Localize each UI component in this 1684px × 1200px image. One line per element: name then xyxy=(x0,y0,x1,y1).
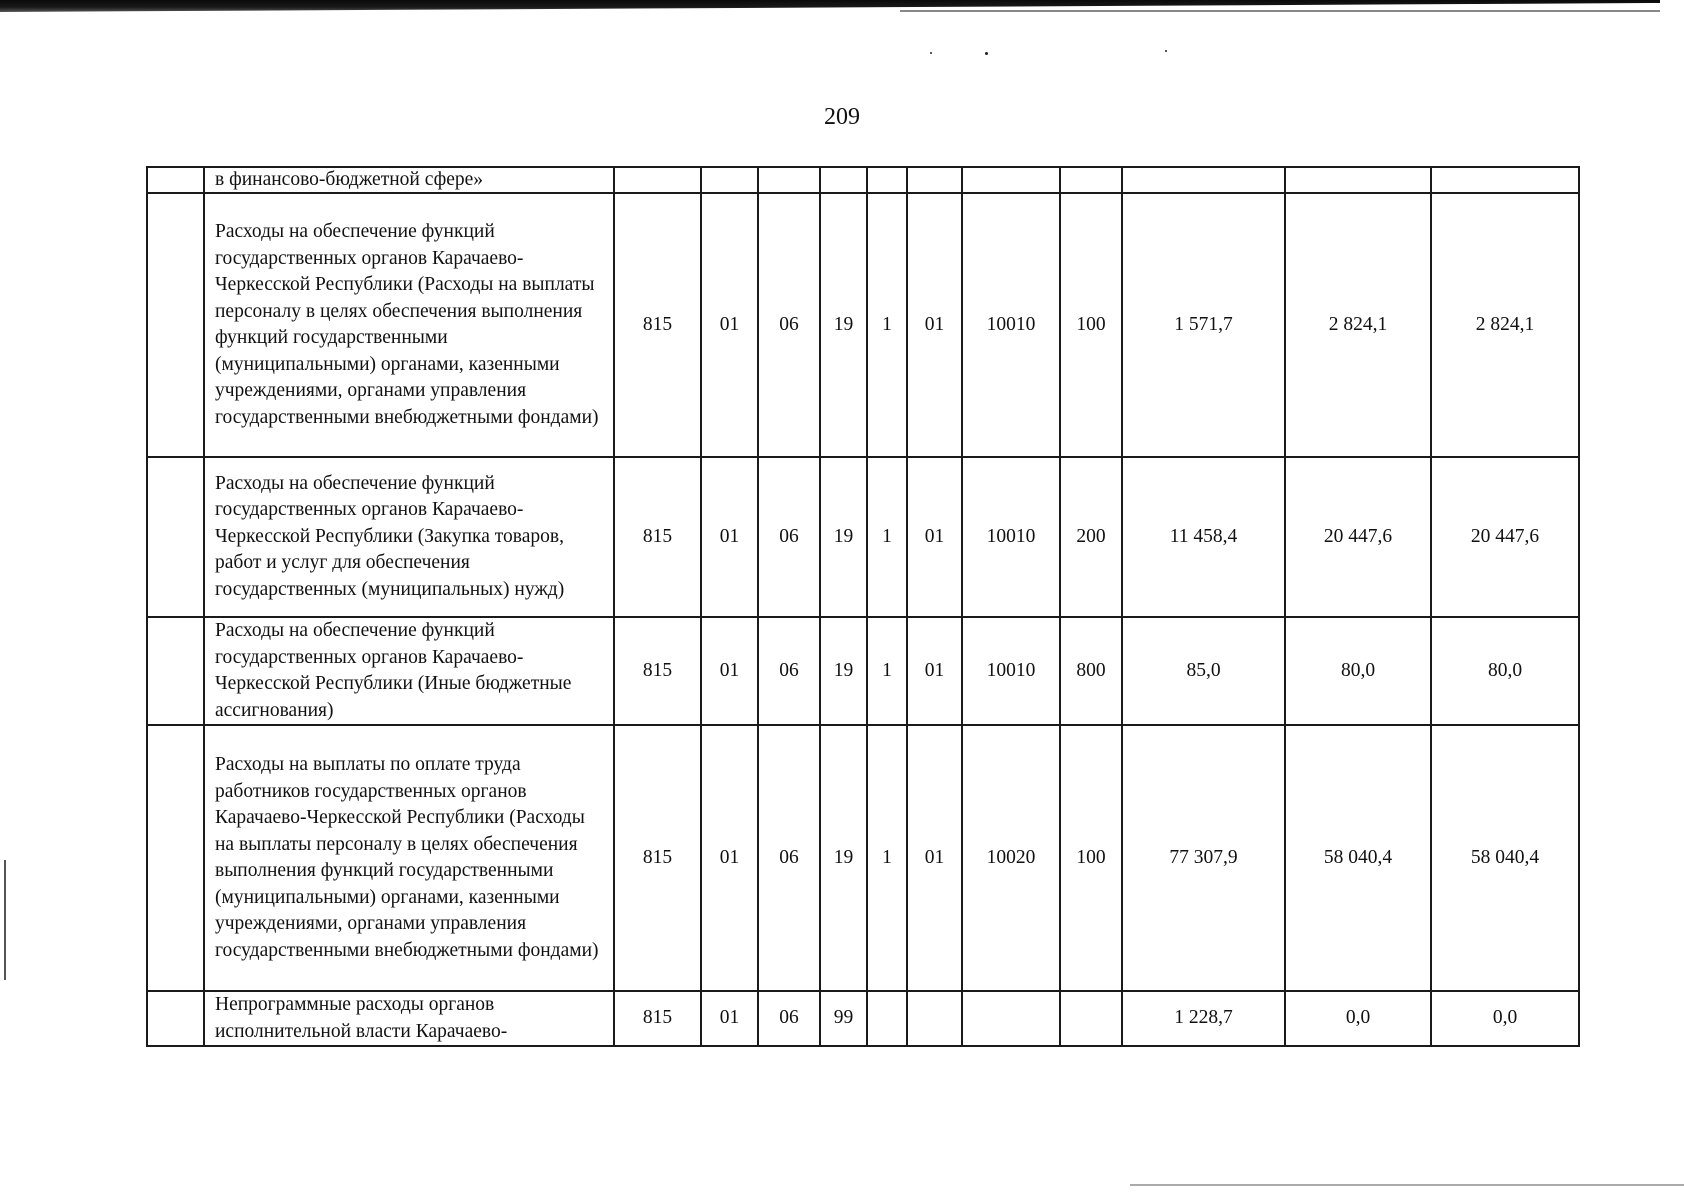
cell-csr-event: 01 xyxy=(907,457,962,617)
cell-sum-year2: 58 040,4 xyxy=(1285,725,1431,991)
cell-vr xyxy=(1060,991,1122,1046)
cell-pr: 06 xyxy=(758,193,820,457)
scan-top-edge-line xyxy=(900,10,1660,12)
cell-csr-program: 99 xyxy=(820,991,867,1046)
cell-csr-subprogram xyxy=(867,167,907,193)
cell-pr xyxy=(758,167,820,193)
cell-description: Расходы на обеспечение функций государственных органов Карачаево-Черкесской Республики (Расходы на выплаты персоналу в целях обеспечения выполнения функций государственными (муниципальными) органами, казенными учреждениями, органами управления государственными внебюджетными фондами) xyxy=(204,193,614,457)
cell-csr-subprogram: 1 xyxy=(867,725,907,991)
cell-gr xyxy=(614,167,701,193)
cell-sum-year3: 20 447,6 xyxy=(1431,457,1579,617)
cell-csr-program: 19 xyxy=(820,725,867,991)
cell-sum-year3: 2 824,1 xyxy=(1431,193,1579,457)
cell-gr: 815 xyxy=(614,725,701,991)
cell-description: в финансово-бюджетной сфере» xyxy=(204,167,614,193)
cell-vr xyxy=(1060,167,1122,193)
cell-sum-year2: 0,0 xyxy=(1285,991,1431,1046)
table-row xyxy=(147,725,1579,991)
cell-csr-subprogram xyxy=(867,991,907,1046)
cell-rz: 01 xyxy=(701,991,758,1046)
cell-description: Расходы на обеспечение функций государственных органов Карачаево-Черкесской Республики (Закупка товаров, работ и услуг для обеспечения государственных (муниципальных) нужд) xyxy=(204,457,614,617)
cell-csr-program: 19 xyxy=(820,193,867,457)
cell-vr: 100 xyxy=(1060,725,1122,991)
scan-speck xyxy=(930,52,932,54)
cell-rz: 01 xyxy=(701,457,758,617)
cell-sum-year1 xyxy=(1122,167,1285,193)
cell-number xyxy=(147,991,204,1046)
cell-gr: 815 xyxy=(614,617,701,725)
cell-csr-event: 01 xyxy=(907,617,962,725)
table-row xyxy=(147,193,1579,457)
cell-sum-year1: 1 571,7 xyxy=(1122,193,1285,457)
scan-bottom-edge xyxy=(1130,1184,1684,1186)
cell-number xyxy=(147,167,204,193)
cell-pr: 06 xyxy=(758,991,820,1046)
cell-csr-subprogram: 1 xyxy=(867,617,907,725)
cell-csr-program xyxy=(820,167,867,193)
cell-description: Непрограммные расходы органов исполнительной власти Карачаево- xyxy=(204,991,614,1046)
cell-csr-event: 01 xyxy=(907,193,962,457)
cell-pr: 06 xyxy=(758,617,820,725)
cell-csr-direction: 10010 xyxy=(962,457,1060,617)
cell-csr-direction xyxy=(962,991,1060,1046)
cell-number xyxy=(147,725,204,991)
cell-sum-year2: 20 447,6 xyxy=(1285,457,1431,617)
cell-sum-year2 xyxy=(1285,167,1431,193)
scan-edge-mark xyxy=(4,860,6,980)
cell-gr: 815 xyxy=(614,991,701,1046)
cell-description: Расходы на обеспечение функций государственных органов Карачаево-Черкесской Республики (Иные бюджетные ассигнования) xyxy=(204,617,614,725)
cell-sum-year3: 80,0 xyxy=(1431,617,1579,725)
cell-csr-event: 01 xyxy=(907,725,962,991)
cell-pr: 06 xyxy=(758,725,820,991)
cell-csr-direction xyxy=(962,167,1060,193)
cell-vr: 200 xyxy=(1060,457,1122,617)
cell-sum-year1: 11 458,4 xyxy=(1122,457,1285,617)
cell-vr: 100 xyxy=(1060,193,1122,457)
cell-sum-year3: 58 040,4 xyxy=(1431,725,1579,991)
table-row xyxy=(147,167,1579,193)
table-row xyxy=(147,457,1579,617)
cell-sum-year3: 0,0 xyxy=(1431,991,1579,1046)
cell-csr-subprogram: 1 xyxy=(867,193,907,457)
cell-gr: 815 xyxy=(614,457,701,617)
cell-number xyxy=(147,457,204,617)
table-row xyxy=(147,991,1579,1046)
cell-csr-event xyxy=(907,167,962,193)
cell-csr-event xyxy=(907,991,962,1046)
cell-rz: 01 xyxy=(701,193,758,457)
cell-vr: 800 xyxy=(1060,617,1122,725)
cell-rz: 01 xyxy=(701,617,758,725)
scan-speck xyxy=(985,52,988,55)
scan-speck xyxy=(1165,50,1167,52)
page-number: 209 xyxy=(824,104,860,130)
cell-pr: 06 xyxy=(758,457,820,617)
cell-rz xyxy=(701,167,758,193)
cell-rz: 01 xyxy=(701,725,758,991)
cell-csr-direction: 10020 xyxy=(962,725,1060,991)
cell-sum-year2: 2 824,1 xyxy=(1285,193,1431,457)
cell-number xyxy=(147,193,204,457)
cell-gr: 815 xyxy=(614,193,701,457)
cell-csr-subprogram: 1 xyxy=(867,457,907,617)
cell-sum-year1: 1 228,7 xyxy=(1122,991,1285,1046)
cell-sum-year2: 80,0 xyxy=(1285,617,1431,725)
table-row xyxy=(147,617,1579,725)
cell-number xyxy=(147,617,204,725)
budget-table xyxy=(146,166,1580,1047)
cell-sum-year1: 77 307,9 xyxy=(1122,725,1285,991)
cell-description: Расходы на выплаты по оплате труда работников государственных органов Карачаево-Черкесской Республики (Расходы на выплаты персоналу в целях обеспечения выполнения функций государственными (муниципальными) органами, казенными учреждениями, органами управления государственными внебюджетными фондами) xyxy=(204,725,614,991)
cell-csr-direction: 10010 xyxy=(962,617,1060,725)
cell-csr-program: 19 xyxy=(820,457,867,617)
cell-sum-year1: 85,0 xyxy=(1122,617,1285,725)
cell-csr-program: 19 xyxy=(820,617,867,725)
cell-csr-direction: 10010 xyxy=(962,193,1060,457)
cell-sum-year3 xyxy=(1431,167,1579,193)
